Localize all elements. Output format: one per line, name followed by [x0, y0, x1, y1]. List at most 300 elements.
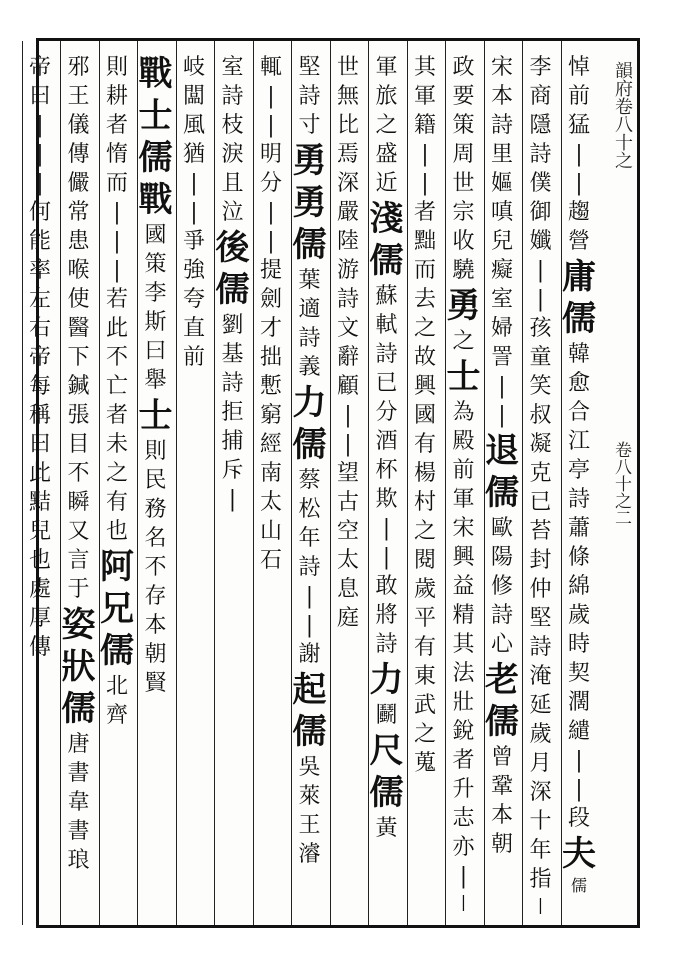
character: 濬	[298, 842, 321, 867]
character: 者	[413, 200, 436, 225]
character: 斥	[221, 458, 244, 483]
character: 宗	[452, 200, 475, 225]
character: 月	[529, 751, 552, 776]
character: |	[267, 113, 275, 138]
character: 之	[452, 329, 475, 354]
character: 歐	[490, 516, 513, 541]
character: 蒐	[413, 751, 436, 776]
character: 歲	[529, 722, 552, 747]
character: 常	[67, 200, 90, 225]
character: 顧	[336, 374, 359, 399]
character: 基	[221, 342, 244, 367]
character: 商	[529, 84, 552, 109]
character: |	[305, 584, 314, 609]
column-rule	[368, 41, 369, 925]
character: |	[382, 545, 391, 570]
character: 兒	[490, 229, 513, 254]
character: |	[113, 200, 121, 225]
character: 惰	[105, 142, 128, 167]
character: 亡	[105, 374, 128, 399]
character: 儒	[215, 270, 250, 310]
character: 萊	[298, 784, 321, 809]
character: 宋	[490, 55, 513, 80]
column-rule	[561, 41, 562, 925]
text-column	[368, 41, 405, 925]
character: 之	[413, 519, 436, 544]
character: 儼	[67, 171, 90, 196]
character: 此	[105, 316, 128, 341]
text-column	[137, 41, 174, 925]
character: 此	[28, 461, 51, 486]
character: 何	[28, 200, 51, 225]
character: 尺	[369, 731, 404, 771]
character: |	[190, 200, 198, 225]
character: 而	[413, 258, 436, 283]
character: 策	[144, 252, 167, 277]
character: 且	[221, 171, 244, 196]
character: 歲	[567, 603, 590, 628]
character: 謝	[298, 642, 321, 667]
character: 岐	[182, 55, 205, 80]
character: 強	[182, 258, 205, 283]
text-column	[330, 41, 367, 925]
character: 明	[259, 142, 282, 167]
character: 曰	[144, 339, 167, 364]
character: 蔡	[298, 468, 321, 493]
character: 務	[144, 497, 167, 522]
character: 童	[529, 345, 552, 370]
character: 朝	[144, 642, 167, 667]
character: 老	[485, 660, 519, 700]
character: 于	[67, 577, 90, 602]
character: 古	[336, 490, 359, 515]
text-column	[522, 41, 559, 925]
character: 士	[138, 396, 173, 436]
character: 猶	[182, 142, 205, 167]
character: |	[344, 432, 352, 457]
character: 近	[375, 171, 398, 196]
character: 儒	[369, 241, 404, 281]
character: 不	[67, 461, 90, 486]
character: 兄	[100, 589, 134, 629]
character: 猛	[567, 113, 590, 138]
character: 拒	[221, 400, 244, 425]
character: 有	[413, 635, 436, 660]
character: 里	[490, 142, 513, 167]
character: 士	[138, 96, 173, 136]
character: 歲	[413, 577, 436, 602]
character: 退	[485, 431, 519, 471]
character: 狀	[61, 647, 96, 687]
character: |	[575, 777, 583, 802]
character: 能	[28, 229, 51, 254]
character: 戰	[138, 180, 173, 220]
column-rule	[176, 41, 177, 925]
character: 詩	[529, 635, 552, 660]
character: 儒	[570, 876, 587, 895]
character: 下	[67, 345, 90, 370]
character: 詩	[375, 342, 398, 367]
character: |	[575, 748, 583, 773]
character: 笑	[529, 374, 552, 399]
character: 者	[105, 403, 128, 428]
character: 之	[413, 316, 436, 341]
character: 又	[67, 519, 90, 544]
character: 風	[182, 113, 205, 138]
character: |	[267, 84, 275, 109]
character: 不	[144, 555, 167, 580]
character: 庸	[562, 257, 596, 297]
character: 望	[336, 461, 359, 486]
character: 兒	[28, 519, 51, 544]
character: 游	[336, 258, 359, 283]
character: 分	[259, 171, 282, 196]
character: 詩	[490, 603, 513, 628]
character: |	[36, 142, 44, 167]
character: 起	[292, 670, 327, 710]
character: 志	[452, 806, 475, 831]
character: 窮	[259, 403, 282, 428]
character: |	[498, 403, 506, 428]
character: 稱	[28, 403, 51, 428]
character: 書	[67, 819, 90, 844]
character: 也	[28, 548, 51, 573]
character: 不	[105, 345, 128, 370]
character: 王	[67, 84, 90, 109]
character: 書	[67, 761, 90, 786]
character: 帝	[28, 55, 51, 80]
character: 癡	[490, 258, 513, 283]
character: 之	[105, 461, 128, 486]
character: 年	[298, 526, 321, 551]
character: 驍	[452, 258, 475, 283]
text-column	[407, 41, 444, 925]
character: 提	[259, 258, 282, 283]
character: 精	[452, 603, 475, 628]
character: 慙	[259, 374, 282, 399]
character: 村	[413, 490, 436, 515]
character: 儒	[61, 689, 96, 729]
character: 適	[298, 297, 321, 322]
character: 本	[144, 613, 167, 638]
character: 詩	[221, 84, 244, 109]
character: 北	[105, 674, 128, 699]
character: 十	[529, 809, 552, 834]
character: 年	[529, 838, 552, 863]
character: 醫	[67, 316, 90, 341]
character: |	[460, 892, 467, 911]
character: 鞏	[490, 774, 513, 799]
character: 法	[452, 661, 475, 686]
character: 深	[336, 171, 359, 196]
character: 未	[105, 432, 128, 457]
character: |	[113, 258, 121, 283]
character: 泣	[221, 200, 244, 225]
character: 軍	[452, 487, 475, 512]
character: 愈	[567, 371, 590, 396]
character: 凝	[529, 432, 552, 457]
character: 壯	[452, 690, 475, 715]
character: 比	[336, 113, 359, 138]
character: 室	[490, 287, 513, 312]
character: 去	[413, 287, 436, 312]
character: 儒	[485, 702, 519, 742]
character: 僕	[529, 171, 552, 196]
character: 閱	[413, 548, 436, 573]
character: 則	[144, 439, 167, 464]
character: 嗔	[490, 200, 513, 225]
margin-title: 韻府卷八十之	[612, 61, 633, 169]
character: |	[36, 113, 44, 138]
character: |	[498, 374, 506, 399]
character: 處	[28, 577, 51, 602]
column-rule	[484, 41, 485, 925]
text-column	[445, 41, 482, 925]
character: 故	[413, 345, 436, 370]
character: 士	[446, 357, 481, 397]
character: 軍	[413, 84, 436, 109]
character: 也	[105, 519, 128, 544]
character: 分	[375, 400, 398, 425]
character: 隱	[529, 113, 552, 138]
character: 軍	[375, 55, 398, 80]
character: 民	[144, 468, 167, 493]
character: 婦	[490, 316, 513, 341]
character: 嚴	[336, 200, 359, 225]
character: 籍	[413, 113, 436, 138]
character: 枝	[221, 113, 244, 138]
character: 其	[452, 632, 475, 657]
character: |	[267, 229, 275, 254]
character: 空	[336, 519, 359, 544]
character: 周	[452, 142, 475, 167]
character: 興	[413, 374, 436, 399]
character: 國	[413, 403, 436, 428]
character: 陽	[490, 545, 513, 570]
character: 厚	[28, 606, 51, 631]
character: 克	[529, 461, 552, 486]
character: 闆	[182, 84, 205, 109]
character: |	[305, 613, 314, 638]
character: 瞬	[67, 490, 90, 515]
character: 儒	[100, 631, 134, 671]
character: 楊	[413, 461, 436, 486]
character: 旅	[375, 84, 398, 109]
volume-marker: 卷八十之二	[611, 441, 631, 526]
character: 之	[375, 113, 398, 138]
character: 酒	[375, 429, 398, 454]
character: 名	[144, 526, 167, 551]
text-column	[214, 41, 251, 925]
column-rule	[60, 41, 61, 925]
column-rule	[445, 41, 446, 925]
character: 賢	[144, 671, 167, 696]
character: 存	[144, 584, 167, 609]
character: 有	[105, 490, 128, 515]
character: 合	[567, 400, 590, 425]
character: 則	[105, 55, 128, 80]
character: 王	[298, 813, 321, 838]
character: 李	[529, 55, 552, 80]
character: 曰	[28, 432, 51, 457]
character: 夸	[182, 287, 205, 312]
character: 詩	[298, 326, 321, 351]
character: 無	[336, 84, 359, 109]
character: 喉	[67, 258, 90, 283]
character: 力	[369, 660, 404, 700]
character: 文	[336, 316, 359, 341]
character: 陸	[336, 229, 359, 254]
character: |	[421, 171, 429, 196]
character: 心	[490, 632, 513, 657]
character: 唐	[67, 732, 90, 757]
character: 升	[452, 777, 475, 802]
character: 辭	[336, 345, 359, 370]
character: 敢	[375, 574, 398, 599]
character: 營	[567, 229, 590, 254]
character: 策	[452, 113, 475, 138]
character: 儒	[292, 425, 327, 465]
character: 儒	[369, 773, 404, 813]
character: 孅	[529, 229, 552, 254]
character: 武	[413, 693, 436, 718]
character: 石	[259, 548, 282, 573]
character: 詩	[221, 371, 244, 396]
character: 盛	[375, 142, 398, 167]
character: 世	[336, 55, 359, 80]
character: 齊	[105, 703, 128, 728]
character: 條	[567, 545, 590, 570]
column-rule	[522, 41, 523, 925]
character: 拙	[259, 345, 282, 370]
character: |	[382, 516, 391, 541]
character: 詩	[567, 487, 590, 512]
character: 阿	[100, 547, 134, 587]
character: 江	[567, 429, 590, 454]
character: 者	[105, 113, 128, 138]
character: 時	[567, 632, 590, 657]
character: 勇	[292, 183, 327, 223]
character: 為	[452, 400, 475, 425]
character: 悼	[567, 55, 590, 80]
character: 患	[67, 229, 90, 254]
character: 詩	[529, 142, 552, 167]
text-column	[176, 41, 213, 925]
character: 詩	[298, 84, 321, 109]
column-rule	[22, 41, 23, 925]
character: 朝	[490, 832, 513, 857]
character: 邪	[67, 55, 90, 80]
character: 舉	[144, 368, 167, 393]
column-rule	[330, 41, 331, 925]
character: 杯	[375, 458, 398, 483]
character: |	[267, 200, 275, 225]
character: 要	[452, 84, 475, 109]
character: 其	[413, 55, 436, 80]
text-column	[99, 41, 136, 925]
text-column	[561, 41, 598, 925]
character: 目	[67, 432, 90, 457]
character: 勇	[292, 141, 327, 181]
character: 黃	[375, 816, 398, 841]
character: 戰	[138, 54, 173, 94]
character: 鍼	[67, 374, 90, 399]
character: 南	[259, 461, 282, 486]
character: 殿	[452, 429, 475, 454]
character: 段	[567, 806, 590, 831]
character: 捕	[221, 429, 244, 454]
character: 有	[413, 432, 436, 457]
character: |	[536, 258, 545, 283]
text-column	[253, 41, 290, 925]
character: |	[575, 171, 583, 196]
character: 耕	[105, 84, 128, 109]
character: 松	[298, 497, 321, 522]
character: 深	[529, 780, 552, 805]
character: 詩	[490, 113, 513, 138]
character: 韓	[567, 342, 590, 367]
character: 詩	[298, 555, 321, 580]
character: 詩	[336, 287, 359, 312]
character: 輒	[259, 55, 282, 80]
character: 延	[529, 693, 552, 718]
character: 率	[28, 258, 51, 283]
character: 已	[375, 371, 398, 396]
character: |	[537, 895, 544, 914]
character: 世	[452, 171, 475, 196]
character: 宋	[452, 516, 475, 541]
character: 趨	[567, 200, 590, 225]
character: |	[459, 864, 468, 889]
character: |	[421, 142, 429, 167]
character: 封	[529, 548, 552, 573]
character: |	[575, 142, 583, 167]
character: 興	[452, 545, 475, 570]
character: 蕭	[567, 516, 590, 541]
character: 國	[144, 223, 167, 248]
text-column	[291, 41, 328, 925]
character: 鬬	[375, 703, 398, 728]
character: 息	[336, 577, 359, 602]
character: 室	[221, 55, 244, 80]
character: 言	[67, 548, 90, 573]
character: 本	[490, 84, 513, 109]
column-rule	[291, 41, 292, 925]
character: 曾	[490, 745, 513, 770]
character: 政	[452, 55, 475, 80]
character: 堅	[529, 606, 552, 631]
character: 寸	[298, 113, 321, 138]
character: 前	[182, 345, 205, 370]
character: 濶	[567, 690, 590, 715]
character: 苔	[529, 519, 552, 544]
character: 傳	[67, 142, 90, 167]
character: 爭	[182, 229, 205, 254]
character: |	[536, 287, 545, 312]
text-column	[22, 41, 59, 925]
character: 勇	[446, 286, 481, 326]
character: 太	[259, 490, 282, 515]
character: 儒	[485, 473, 519, 513]
character: 左	[28, 287, 51, 312]
character: 劉	[221, 313, 244, 338]
character: 張	[67, 403, 90, 428]
character: 曰	[28, 84, 51, 109]
character: 指	[529, 867, 552, 892]
column-rule	[407, 41, 408, 925]
character: 韋	[67, 790, 90, 815]
character: 修	[490, 574, 513, 599]
